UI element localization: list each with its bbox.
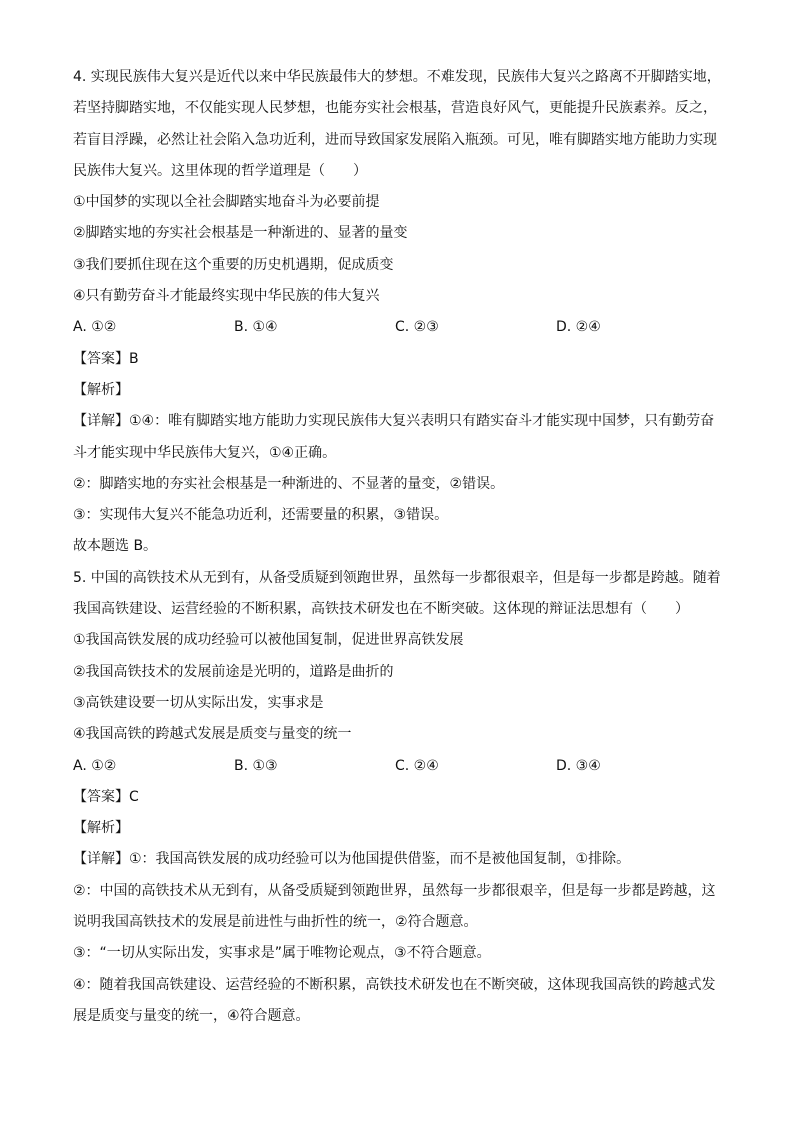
option-d: D. ③④	[556, 757, 601, 774]
question-stem-line: 4. 实现民族伟大复兴是近代以来中华民族最伟大的梦想。不难发现，民族伟大复兴之路离不开脚踏实地，	[73, 69, 721, 85]
question-item: ②我国高铁技术的发展前途是光明的，道路是曲折的	[73, 663, 394, 680]
answer-label: 【答案】B	[73, 350, 139, 367]
answer-options	[73, 312, 723, 343]
option-d: D. ②④	[556, 319, 601, 336]
question-item: ③高铁建设要一切从实际出发，实事求是	[73, 694, 324, 711]
question-stem-line: 我国高铁建设、运营经验的不断积累，高铁技术研发也在不断突破。这体现的辩证法思想有（ ）	[73, 601, 689, 618]
question-4	[73, 62, 723, 563]
option-b: B. ①③	[234, 757, 278, 774]
question-item: ②脚踏实地的夯实社会根基是一种渐进的、显著的量变	[73, 225, 408, 242]
explanation-line: 【详解】①④：唯有脚踏实地方能助力实现民族伟大复兴表明只有踏实奋斗才能实现中国梦，只有勤劳奋	[73, 413, 715, 430]
option-b: B. ①④	[234, 319, 278, 336]
explanation-line: 说明我国高铁技术的发展是前进性与曲折性的统一，②符合题意。	[73, 914, 478, 931]
explanation-line: ④：随着我国高铁建设、运营经验的不断积累，高铁技术研发也在不断突破，这体现我国高铁的跨越式发	[73, 976, 716, 993]
explanation-line: 【详解】①：我国高铁发展的成功经验可以为他国提供借鉴，而不是被他国复制，①排除。	[73, 851, 631, 868]
answer-label: 【答案】C	[73, 788, 139, 805]
explanation-line: ③：“一切从实际出发，实事求是”属于唯物论观点，③不符合题意。	[73, 945, 491, 962]
question-5	[73, 563, 723, 1032]
explanation-line: ②：脚踏实地的夯实社会根基是一种渐进的、不显著的量变，②错误。	[73, 475, 505, 492]
question-item: ④只有勤劳奋斗才能最终实现中华民族的伟大复兴	[73, 288, 380, 305]
question-item: ①中国梦的实现以全社会脚踏实地奋斗为必要前提	[73, 194, 380, 211]
answer-options	[73, 751, 723, 782]
explanation-line: ③：实现伟大复兴不能急功近利，还需要量的积累，③错误。	[73, 507, 449, 524]
explanation-line: ②：中国的高铁技术从无到有，从备受质疑到领跑世界，虽然每一步都很艰辛，但是每一步都是跨越，这	[73, 882, 716, 899]
question-stem-line: 若盲目浮躁，必然让社会陷入急功近利，进而导致国家发展陷入瓶颈。可见，唯有脚踏实地方能助力实现	[73, 131, 717, 148]
document-content	[73, 62, 723, 1032]
question-item: ④我国高铁的跨越式发展是质变与量变的统一	[73, 726, 352, 743]
option-a: A. ①②	[73, 319, 117, 336]
explanation-line: 斗才能实现中华民族伟大复兴，①④正确。	[73, 444, 337, 461]
question-stem-line: 5. 中国的高铁技术从无到有，从备受质疑到领跑世界，虽然每一步都很艰辛，但是每一步都是跨越。随着	[73, 569, 721, 586]
option-c: C. ②③	[395, 319, 439, 336]
question-stem-line: 民族伟大复兴。这里体现的哲学道理是（ ）	[73, 162, 367, 179]
question-item: ①我国高铁发展的成功经验可以被他国复制，促进世界高铁发展	[73, 632, 464, 649]
analysis-label: 【解析】	[73, 820, 129, 837]
explanation-line: 展是质变与量变的统一，④符合题意。	[73, 1007, 310, 1024]
question-item: ③我们要抓住现在这个重要的历史机遇期，促成质变	[73, 256, 394, 273]
question-stem-line: 若坚持脚踏实地，不仅能实现人民梦想，也能夯实社会根基，营造良好风气，更能提升民族素养。反之，	[73, 100, 717, 117]
option-a: A. ①②	[73, 757, 117, 774]
option-c: C. ②④	[395, 757, 439, 774]
analysis-label: 【解析】	[73, 381, 129, 398]
explanation-line: 故本题选 B。	[73, 538, 158, 555]
